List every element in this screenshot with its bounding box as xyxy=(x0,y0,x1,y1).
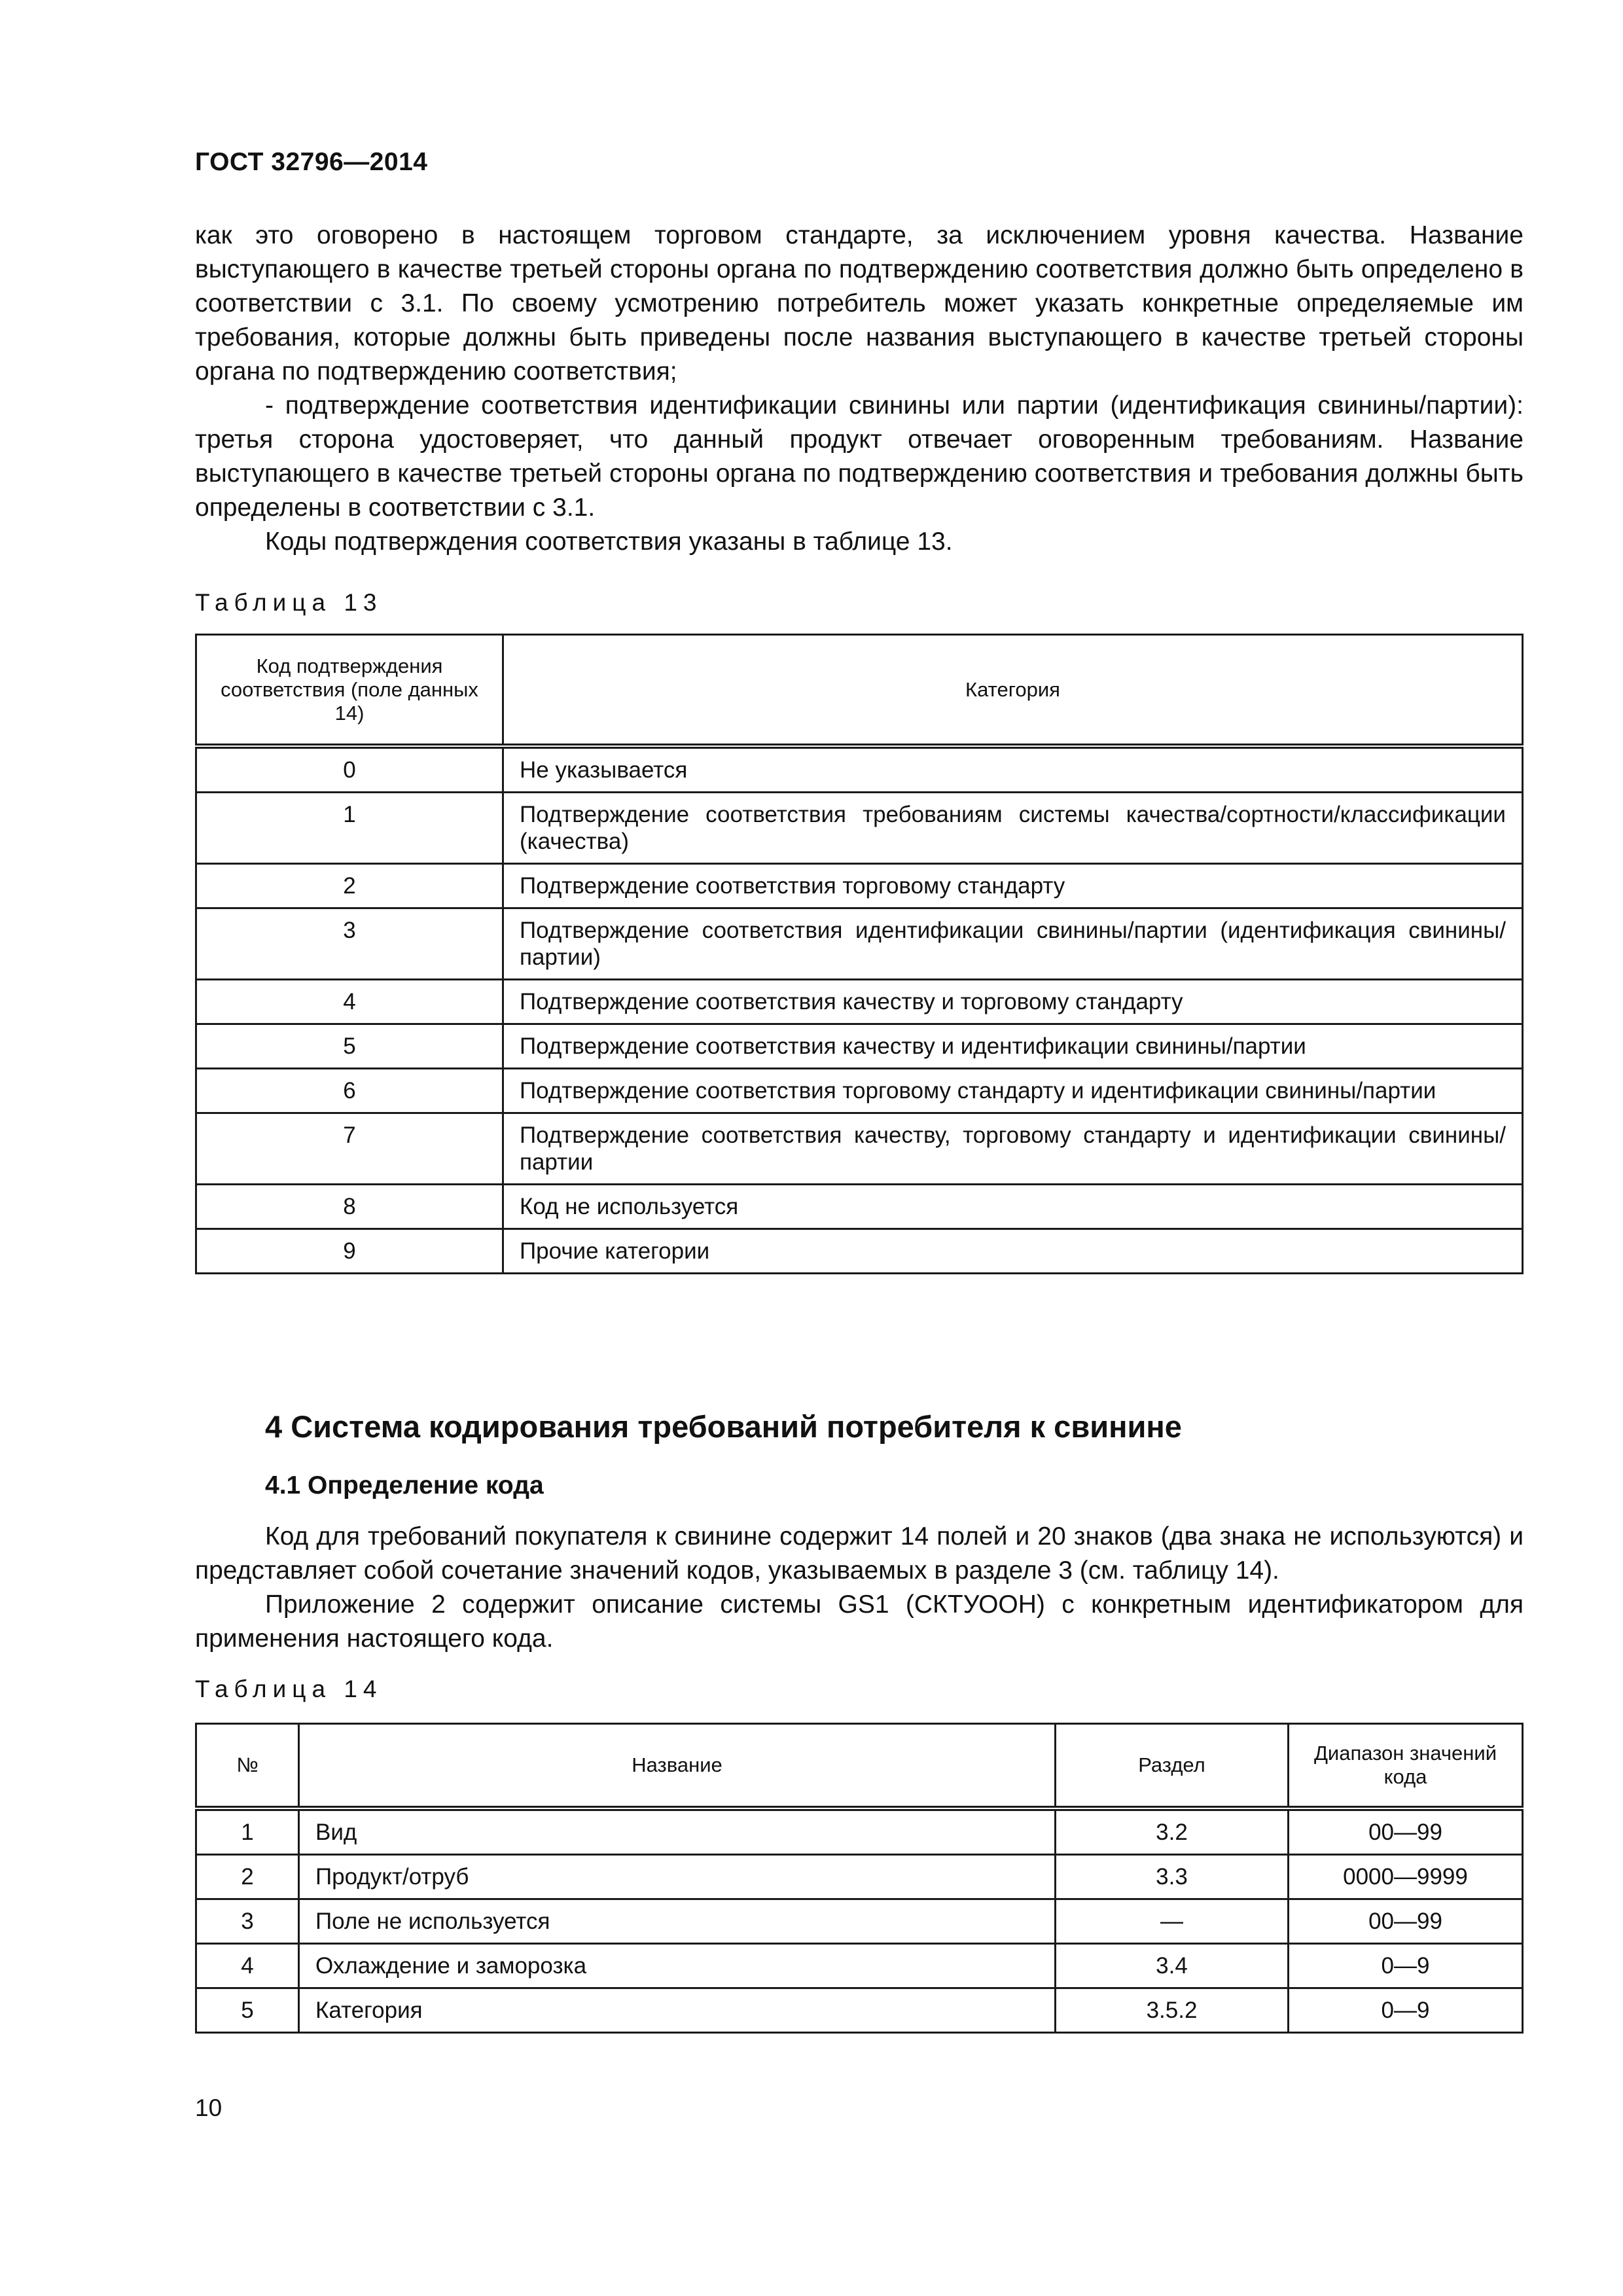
table-13-category-cell: Подтверждение соответствия качеству и торговому стандарту xyxy=(503,980,1523,1024)
table-14-num-cell: 1 xyxy=(196,1808,299,1855)
table-14-range-cell: 0—9 xyxy=(1289,1944,1523,1988)
table-14-num-cell: 3 xyxy=(196,1899,299,1944)
table-13-code-cell: 7 xyxy=(196,1113,503,1185)
table-row xyxy=(196,864,1523,908)
paragraph: как это оговорено в настоящем торговом стандарте, за исключением уровня качества. Название выступающего в качестве третьей стороны органа по подтверждению соответствия должно быть определено в соответствии с 3.1. По своему усмотрению потребитель может указать конкретные определяемые им требования, которые должны быть приведены после названия выступающего в качестве третьей стороны органа по подтверждению соответствия; xyxy=(195,221,1524,386)
table-14-name-cell: Вид xyxy=(299,1808,1056,1855)
table-13-category-cell: Подтверждение соответствия идентификации свинины/партии (идентификация свинины/партии) xyxy=(503,908,1523,980)
table-14-section-cell: 3.4 xyxy=(1056,1944,1289,1988)
table-13-category-cell: Подтверждение соответствия торговому стандарту и идентификации свинины/партии xyxy=(503,1069,1523,1113)
table-13-code-cell: 6 xyxy=(196,1069,503,1113)
paragraph: - подтверждение соответствия идентификации свинины или партии (идентификация свинины/партии): третья сторона удостоверяет, что данный продукт отвечает оговоренным требованиям. Название выступающего в качестве третьей стороны органа по подтверждению соответствия и требования должны быть определены в соответствии с 3.1. xyxy=(195,391,1524,522)
table-14-range-cell: 0000—9999 xyxy=(1289,1855,1523,1899)
table-row xyxy=(196,1855,1523,1899)
table-row xyxy=(196,908,1523,980)
table-14-num-cell: 5 xyxy=(196,1988,299,2033)
table-14-name-cell: Категория xyxy=(299,1988,1056,2033)
table-13-caption: Таблица 13 xyxy=(195,589,383,616)
table-13-code-cell: 9 xyxy=(196,1229,503,1274)
table-row xyxy=(196,1024,1523,1069)
table-14-body xyxy=(196,1808,1523,2033)
table-14-range-cell: 00—99 xyxy=(1289,1899,1523,1944)
table-14-section-cell: — xyxy=(1056,1899,1289,1944)
table-13 xyxy=(195,634,1524,1274)
table-13-category-cell: Подтверждение соответствия качеству, торговому стандарту и идентификации свинины/партии xyxy=(503,1113,1523,1185)
table-13-body xyxy=(196,746,1523,1274)
table-14-section-cell: 3.3 xyxy=(1056,1855,1289,1899)
table-13-code-cell: 0 xyxy=(196,746,503,793)
table-row xyxy=(196,1944,1523,1988)
table-row xyxy=(196,1808,1523,1855)
paragraph: Коды подтверждения соответствия указаны в таблице 13. xyxy=(265,528,953,556)
table-14-name-cell: Продукт/отруб xyxy=(299,1855,1056,1899)
table-13-code-cell: 5 xyxy=(196,1024,503,1069)
table-row xyxy=(196,1069,1523,1113)
document-page xyxy=(195,0,1524,2296)
table-13-header-code: Код подтверждения соответствия (поле данных 14) xyxy=(196,635,503,747)
table-13-code-cell: 2 xyxy=(196,864,503,908)
table-13-category-cell: Прочие категории xyxy=(503,1229,1523,1274)
table-14-section-cell: 3.5.2 xyxy=(1056,1988,1289,2033)
subsection-4-1-title: 4.1 Определение кода xyxy=(265,1471,544,1499)
section-4-title: 4 Система кодирования требований потребителя к свинине xyxy=(265,1409,1182,1444)
table-14-name-cell: Охлаждение и заморозка xyxy=(299,1944,1056,1988)
table-row xyxy=(196,1988,1523,2033)
table-14-num-cell: 4 xyxy=(196,1944,299,1988)
table-14-header-range: Диапазон значений кода xyxy=(1289,1724,1523,1809)
table-13-code-cell: 1 xyxy=(196,793,503,864)
table-14 xyxy=(195,1723,1524,2034)
table-14-header-num: № xyxy=(196,1724,299,1809)
table-row xyxy=(196,746,1523,793)
paragraph: Приложение 2 содержит описание системы GS1 (СКТУООН) с конкретным идентификатором для применения настоящего кода. xyxy=(195,1590,1524,1653)
table-13-category-cell: Подтверждение соответствия требованиям системы качества/сортности/классификации (качества) xyxy=(503,793,1523,864)
table-14-header-section: Раздел xyxy=(1056,1724,1289,1809)
table-14-section-cell: 3.2 xyxy=(1056,1808,1289,1855)
table-row xyxy=(196,793,1523,864)
table-13-code-cell: 4 xyxy=(196,980,503,1024)
table-14-name-cell: Поле не используется xyxy=(299,1899,1056,1944)
table-13-category-cell: Подтверждение соответствия качеству и идентификации свинины/партии xyxy=(503,1024,1523,1069)
table-13-category-cell: Не указывается xyxy=(503,746,1523,793)
section-4-text xyxy=(195,1520,1524,1656)
document-header: ГОСТ 32796—2014 xyxy=(195,148,428,176)
table-row xyxy=(196,1113,1523,1185)
table-14-range-cell: 0—9 xyxy=(1289,1988,1523,2033)
paragraph: Код для требований покупателя к свинине содержит 14 полей и 20 знаков (два знака не используются) и представляет собой сочетание значений кодов, указываемых в разделе 3 (см. таблицу 14). xyxy=(195,1522,1524,1585)
table-13-category-cell: Подтверждение соответствия торговому стандарту xyxy=(503,864,1523,908)
table-14-header-name: Название xyxy=(299,1724,1056,1809)
intro-text xyxy=(195,219,1524,559)
table-row xyxy=(196,1185,1523,1229)
table-14-num-cell: 2 xyxy=(196,1855,299,1899)
table-14-caption: Таблица 14 xyxy=(195,1676,383,1702)
page-number: 10 xyxy=(195,2094,223,2121)
table-13-code-cell: 8 xyxy=(196,1185,503,1229)
table-row xyxy=(196,980,1523,1024)
table-row xyxy=(196,1899,1523,1944)
table-14-range-cell: 00—99 xyxy=(1289,1808,1523,1855)
table-row xyxy=(196,1229,1523,1274)
table-13-code-cell: 3 xyxy=(196,908,503,980)
table-13-category-cell: Код не используется xyxy=(503,1185,1523,1229)
table-13-header-category: Категория xyxy=(503,635,1523,747)
